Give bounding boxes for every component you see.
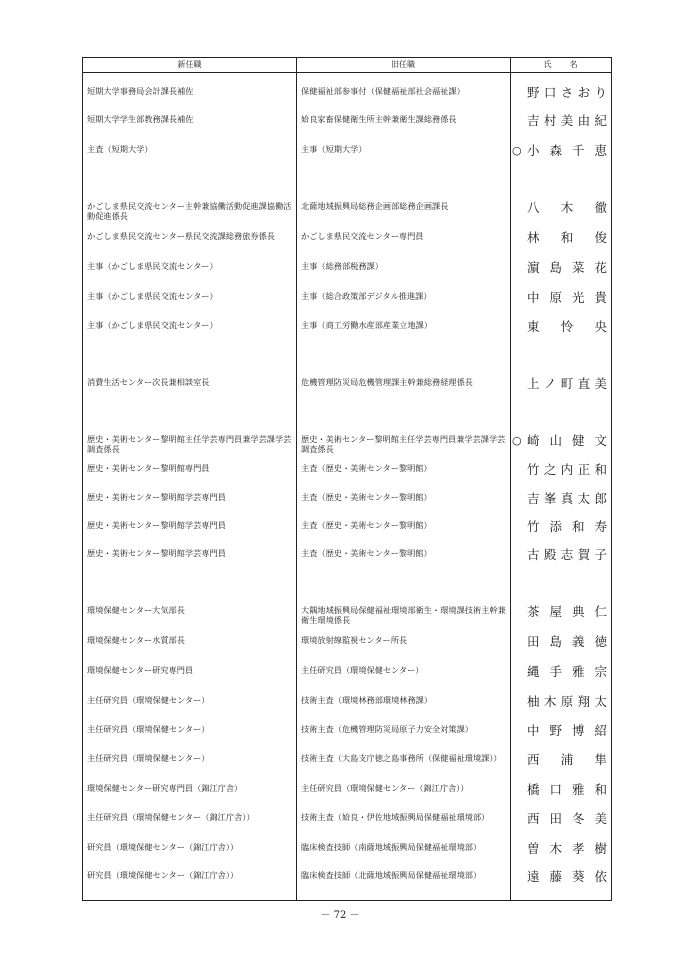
person-name: 八 木 徹 xyxy=(527,200,607,215)
person-name: 古 殿 志 賀 子 xyxy=(527,547,607,562)
new-post-cell: 環境保健センター研究専門員 xyxy=(87,665,194,675)
name-cell xyxy=(515,605,607,619)
name-cell xyxy=(515,665,607,679)
person-name: 中 野 博 紹 xyxy=(527,723,607,738)
old-post-cell: 危機管理防災局危機管理課主幹兼総務経理係長 xyxy=(301,377,473,387)
name-cell xyxy=(515,870,607,884)
old-post-cell: 北薩地域振興局総務企画部総務企画課長 xyxy=(301,201,449,211)
name-cell xyxy=(515,201,607,215)
page-number: － 72 － xyxy=(320,910,360,921)
old-post-cell: 臨床検査技師（南薩地域振興局保健福祉環境部） xyxy=(301,842,482,852)
new-post-cell: 研究員（環境保健センター（錦江庁舎）） xyxy=(87,870,239,880)
old-post-cell: 技術主査（危機管理防災局原子力安全対策課） xyxy=(301,724,473,734)
header-divider xyxy=(83,72,611,73)
name-cell xyxy=(515,114,607,128)
new-post-cell: 歴史・美術センター黎明館主任学芸専門員兼学芸課学芸調査係長 xyxy=(87,434,292,454)
personnel-table xyxy=(82,57,612,901)
old-post-cell: 主任研究員（環境保健センター） xyxy=(301,665,424,675)
person-name: 林 和 俊 xyxy=(527,230,607,245)
person-name: 竹 之 内 正 和 xyxy=(527,462,607,477)
new-post-cell: 消費生活センター次長兼相談室長 xyxy=(87,377,210,387)
person-name: 濵 島 菜 花 xyxy=(527,260,607,275)
old-post-cell: 技術主査（姶良・伊佐地域振興局保健福祉環境部） xyxy=(301,812,490,822)
old-post-cell: 主事（商工労働水産部産業立地課） xyxy=(301,320,433,330)
person-name: 竹 添 和 寿 xyxy=(527,519,607,534)
old-post-cell: 主査（歴史・美術センター黎明館） xyxy=(301,520,432,530)
new-post-cell: 環境保健センター大気部長 xyxy=(87,605,185,615)
person-name: 吉 峯 真 太 郎 xyxy=(527,491,607,506)
old-post-cell: 主査（歴史・美術センター黎明館） xyxy=(301,463,432,473)
new-post-cell: 歴史・美術センター黎明館学芸専門員 xyxy=(87,492,226,502)
name-cell xyxy=(512,433,607,448)
old-post-cell: 大隅地域振興局保健福祉環境部衛生・環境課技術主幹兼衛生環境係長 xyxy=(301,605,506,625)
name-cell xyxy=(515,783,607,797)
new-post-cell: 主査（短期大学） xyxy=(87,144,153,154)
new-post-cell: 環境保健センター研究専門員（錦江庁舎） xyxy=(87,783,243,793)
person-name: 吉 村 美 由 紀 xyxy=(527,113,607,128)
name-cell xyxy=(515,812,607,826)
old-post-cell: 臨床検査技師（北薩地域振興局保健福祉環境部） xyxy=(301,870,482,880)
old-post-cell: 環境放射線監視センター所長 xyxy=(301,635,408,645)
new-post-cell: 研究員（環境保健センター（錦江庁舎）） xyxy=(87,842,239,852)
circle-mark: ○ xyxy=(512,144,522,157)
name-cell xyxy=(515,261,607,275)
new-post-cell: 短期大学学生部教務課長補佐 xyxy=(87,114,194,124)
header-name: 氏名 xyxy=(543,60,596,69)
old-post-cell: 主事（短期大学） xyxy=(301,144,367,154)
new-post-cell: 主事（かごしま県民交流センター） xyxy=(87,320,218,330)
name-cell xyxy=(515,520,607,534)
new-post-cell: 主任研究員（環境保健センター） xyxy=(87,753,210,763)
person-name: 曽 木 孝 樹 xyxy=(527,841,607,856)
new-post-cell: 主任研究員（環境保健センター） xyxy=(87,724,210,734)
circle-mark: ○ xyxy=(512,434,522,447)
person-name: 西 浦 隼 xyxy=(527,752,607,767)
person-name: 橋 口 雅 和 xyxy=(527,782,607,797)
header-old-post: 旧任職 xyxy=(391,60,415,69)
column-divider xyxy=(296,58,297,900)
old-post-cell: 技術主査（環境林務部環境林務課） xyxy=(301,695,433,705)
new-post-cell: 環境保健センター水質部長 xyxy=(87,635,185,645)
old-post-cell: 主任研究員（環境保健センター（錦江庁舎）） xyxy=(301,783,469,793)
person-name: 遠 藤 葵 依 xyxy=(527,869,607,884)
name-cell xyxy=(515,492,607,506)
old-post-cell: 歴史・美術センター黎明館主任学芸専門員兼学芸課学芸調査係長 xyxy=(301,434,506,454)
name-cell xyxy=(512,143,607,158)
header-new-post: 新任職 xyxy=(177,60,202,69)
person-name: 柚 木 原 翔 太 xyxy=(527,694,607,709)
person-name: 崎 山 健 文 xyxy=(527,433,607,448)
new-post-cell: 歴史・美術センター黎明館専門員 xyxy=(87,463,210,473)
person-name: 田 島 義 徳 xyxy=(527,634,607,649)
name-cell xyxy=(515,463,607,477)
person-name: 小 森 千 恵 xyxy=(527,143,607,158)
column-divider xyxy=(510,58,511,900)
new-post-cell: 主事（かごしま県民交流センター） xyxy=(87,291,218,301)
person-name: 縄 手 雅 宗 xyxy=(527,664,607,679)
person-name: 西 田 冬 美 xyxy=(527,811,607,826)
person-name: 茶 屋 典 仁 xyxy=(527,604,607,619)
new-post-cell: 短期大学事務局会計課長補佐 xyxy=(87,86,194,96)
old-post-cell: 主事（総合政策部デジタル推進課） xyxy=(301,291,432,301)
person-name: 野 口 さ お り xyxy=(527,85,607,100)
name-cell xyxy=(515,291,607,305)
name-cell xyxy=(515,753,607,767)
new-post-cell: 歴史・美術センター黎明館学芸専門員 xyxy=(87,548,226,558)
new-post-cell: かごしま県民交流センター県民交流課総務旅券係長 xyxy=(87,231,275,241)
old-post-cell: 技術主査（大島支庁徳之島事務所（保健福祉環境課）） xyxy=(301,753,502,763)
name-cell xyxy=(515,842,607,856)
new-post-cell: 歴史・美術センター黎明館学芸専門員 xyxy=(87,520,226,530)
name-cell xyxy=(515,86,607,100)
old-post-cell: 姶良家畜保健衛生所主幹兼衛生課総務係長 xyxy=(301,114,457,124)
old-post-cell: 主査（歴史・美術センター黎明館） xyxy=(301,492,432,502)
old-post-cell: 主事（総務部税務課） xyxy=(301,261,383,271)
name-cell xyxy=(515,695,607,709)
name-cell xyxy=(515,724,607,738)
name-cell xyxy=(515,320,607,334)
name-cell xyxy=(515,548,607,562)
person-name: 東 怜 央 xyxy=(527,319,607,334)
new-post-cell: 主事（かごしま県民交流センター） xyxy=(87,261,218,271)
old-post-cell: かごしま県民交流センター専門員 xyxy=(301,231,424,241)
person-name: 上 ノ 町 直 美 xyxy=(527,376,607,391)
person-name: 中 原 光 貴 xyxy=(527,290,607,305)
new-post-cell: 主任研究員（環境保健センター（錦江庁舎）） xyxy=(87,812,255,822)
old-post-cell: 主査（歴史・美術センター黎明館） xyxy=(301,548,432,558)
new-post-cell: 主任研究員（環境保健センター） xyxy=(87,695,210,705)
name-cell xyxy=(515,635,607,649)
old-post-cell: 保健福祉部参事付（保健福祉部社会福祉課） xyxy=(301,86,465,96)
new-post-cell: かごしま県民交流センター主幹兼協働活動促進課協働活動促進係長 xyxy=(87,201,292,221)
name-cell xyxy=(515,377,607,391)
name-cell xyxy=(515,231,607,245)
